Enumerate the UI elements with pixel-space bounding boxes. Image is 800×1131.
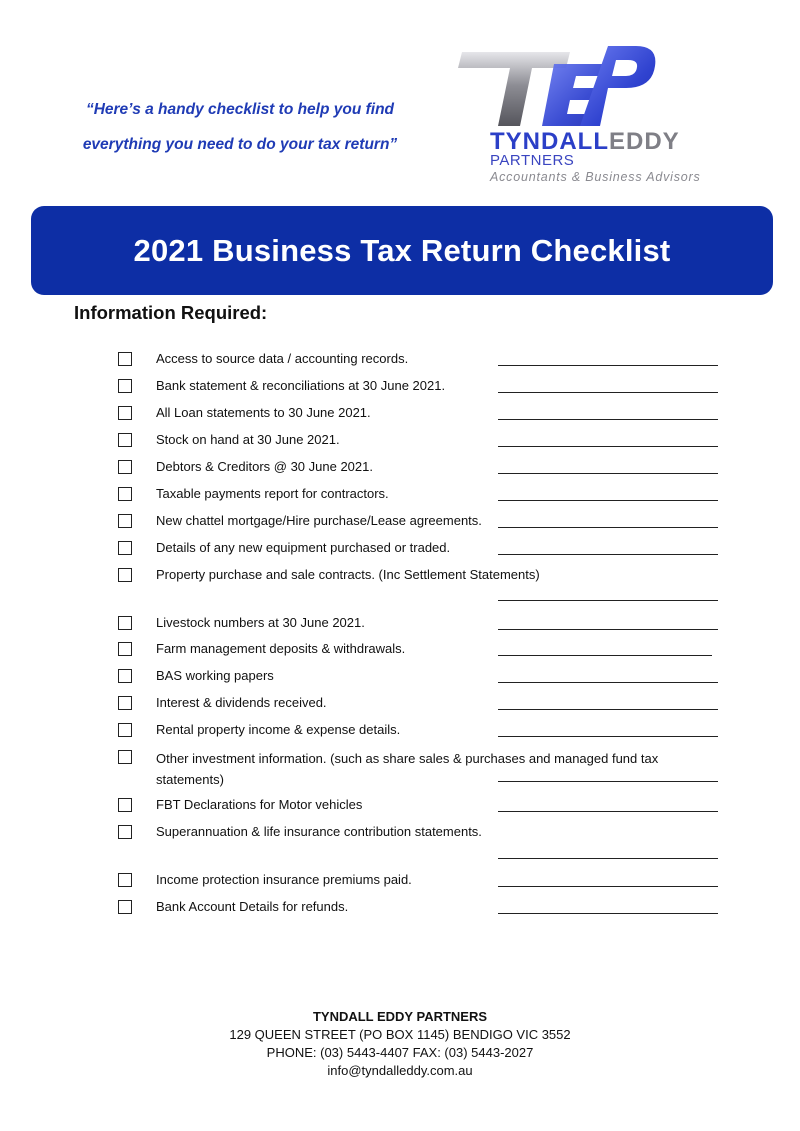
checkbox[interactable] — [118, 873, 132, 887]
checklist-item — [118, 823, 728, 843]
checkbox[interactable] — [118, 487, 132, 501]
checkbox[interactable] — [118, 723, 132, 737]
notes-line[interactable] — [498, 781, 718, 782]
checklist-item-label: Other investment information. (such as share sales & purchases and managed fund tax statements) — [156, 751, 659, 787]
checklist-item-label: Access to source data / accounting records. — [156, 351, 409, 366]
checklist-item — [118, 640, 728, 660]
notes-line[interactable] — [498, 709, 718, 710]
checkbox[interactable] — [118, 642, 132, 656]
notes-line[interactable] — [498, 527, 718, 528]
checklist-item — [118, 721, 728, 741]
notes-line[interactable] — [498, 811, 718, 812]
checkbox[interactable] — [118, 541, 132, 555]
checklist-item — [118, 458, 728, 478]
logo-tagline: Accountants & Business Advisors — [490, 170, 701, 184]
checkbox[interactable] — [118, 669, 132, 683]
checkbox[interactable] — [118, 514, 132, 528]
checkbox[interactable] — [118, 900, 132, 914]
checklist-item — [118, 694, 728, 714]
checklist-item-label: Details of any new equipment purchased or traded. — [156, 540, 451, 555]
checklist-item — [118, 871, 728, 891]
footer-email[interactable]: info@tyndalleddy.com.au — [327, 1063, 473, 1078]
checkbox[interactable] — [118, 433, 132, 447]
tep-monogram-icon — [458, 42, 758, 132]
company-logo — [458, 42, 758, 192]
checklist-item-label: New chattel mortgage/Hire purchase/Lease agreements. — [156, 513, 482, 528]
notes-line[interactable] — [498, 473, 718, 474]
checklist-item-label: BAS working papers — [156, 668, 274, 683]
checklist-item — [118, 485, 728, 505]
checklist-item — [118, 667, 728, 687]
checklist-item — [118, 898, 728, 918]
checklist-item — [118, 377, 728, 397]
notes-line[interactable] — [498, 365, 718, 366]
checkbox[interactable] — [118, 750, 132, 764]
footer-contact — [0, 1008, 800, 1080]
footer-phone: PHONE: (03) 5443-4407 FAX: (03) 5443-2027 — [266, 1045, 534, 1060]
notes-line[interactable] — [498, 858, 718, 859]
checklist-item — [118, 796, 728, 816]
checkbox[interactable] — [118, 460, 132, 474]
title-banner — [31, 206, 773, 295]
notes-line[interactable] — [498, 392, 718, 393]
checklist-item-label: Bank statement & reconciliations at 30 June 2021. — [156, 378, 446, 393]
checklist-item-label: Superannuation & life insurance contribution statements. — [156, 824, 482, 839]
notes-line[interactable] — [498, 913, 718, 914]
checklist-item-label: Livestock numbers at 30 June 2021. — [156, 615, 365, 630]
tagline-line-1: “Here’s a handy checklist to help you find — [85, 101, 395, 118]
checklist-item-label: Income protection insurance premiums paid. — [156, 872, 412, 887]
checklist-item — [118, 539, 728, 559]
notes-line[interactable] — [498, 554, 718, 555]
checklist-item-label: Debtors & Creditors @ 30 June 2021. — [156, 459, 373, 474]
checklist-item-label: Property purchase and sale contracts. (Inc Settlement Statements) — [156, 567, 540, 582]
checklist-item — [118, 566, 728, 586]
checklist-item-label: Bank Account Details for refunds. — [156, 899, 349, 914]
checklist-item — [118, 404, 728, 424]
logo-name-eddy: EDDY — [608, 128, 680, 155]
checkbox[interactable] — [118, 696, 132, 710]
logo-partners: PARTNERS — [490, 152, 575, 169]
notes-line[interactable] — [498, 682, 718, 683]
checkbox[interactable] — [118, 616, 132, 630]
checkbox[interactable] — [118, 568, 132, 582]
checklist-item-label: Interest & dividends received. — [156, 695, 327, 710]
checklist-item-label: Stock on hand at 30 June 2021. — [156, 432, 340, 447]
checklist-item — [118, 350, 728, 370]
checklist-item — [118, 431, 728, 451]
checklist-item-label: All Loan statements to 30 June 2021. — [156, 405, 371, 420]
notes-line[interactable] — [498, 600, 718, 601]
logo-name-tyndall: TYNDALL — [490, 128, 609, 155]
checklist-item — [118, 748, 728, 790]
checklist-item-label: FBT Declarations for Motor vehicles — [156, 797, 363, 812]
notes-line[interactable] — [498, 500, 718, 501]
checklist-item — [118, 512, 728, 532]
checkbox[interactable] — [118, 379, 132, 393]
notes-line[interactable] — [498, 419, 718, 420]
checklist-item-label: Farm management deposits & withdrawals. — [156, 641, 406, 656]
footer-company: TYNDALL EDDY PARTNERS — [312, 1009, 488, 1024]
notes-line[interactable] — [498, 446, 718, 447]
checkbox[interactable] — [118, 352, 132, 366]
checklist-item — [118, 614, 728, 634]
page-title: 2021 Business Tax Return Checklist — [133, 232, 671, 268]
checkbox[interactable] — [118, 825, 132, 839]
tagline — [70, 92, 410, 162]
checklist-item-label: Taxable payments report for contractors. — [156, 486, 389, 501]
notes-line[interactable] — [498, 629, 718, 630]
section-title: Information Required: — [74, 302, 268, 323]
footer-address: 129 QUEEN STREET (PO BOX 1145) BENDIGO VIC 3552 — [229, 1027, 571, 1042]
checklist-item-label: Rental property income & expense details. — [156, 722, 401, 737]
notes-line[interactable] — [498, 886, 718, 887]
checkbox[interactable] — [118, 406, 132, 420]
checkbox[interactable] — [118, 798, 132, 812]
notes-line[interactable] — [498, 736, 718, 737]
notes-line[interactable] — [498, 655, 712, 656]
tagline-line-2: everything you need to do your tax return” — [82, 136, 398, 153]
